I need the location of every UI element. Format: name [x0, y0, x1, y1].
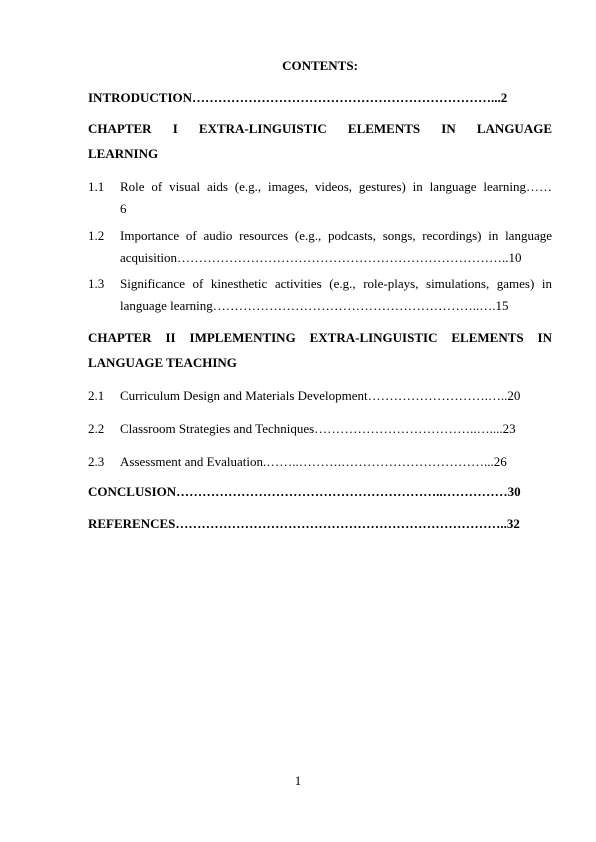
toc-introduction: INTRODUCTION……………………………………………………………...2 — [88, 90, 508, 105]
section-title: Classroom Strategies and Techniques………………………………..…....23 — [120, 421, 516, 436]
toc-section-2-3 — [88, 451, 552, 473]
toc-section-1-1 — [88, 176, 552, 220]
section-title-line2: language learning……………………………………………………..….15 — [120, 298, 509, 313]
section-title: Curriculum Design and Materials Development……………………….…..20 — [120, 388, 521, 403]
toc-chapter1-line1: CHAPTER I EXTRA-LINGUISTIC ELEMENTS IN LANGUAGE — [88, 121, 552, 136]
section-title-line1: Importance of audio resources (e.g., podcasts, songs, recordings) in language — [120, 228, 552, 243]
section-number: 2.2 — [88, 421, 105, 436]
section-title: Assessment and Evaluation.……..……….……………………………...26 — [120, 454, 507, 469]
page-number: 1 — [294, 773, 302, 788]
section-title-line2: acquisition…………………………………………………………………..10 — [120, 250, 522, 265]
toc-section-2-2 — [88, 418, 552, 440]
section-title-line1: Significance of kinesthetic activities (e.g., role-plays, simulations, games) in — [120, 276, 552, 291]
toc-conclusion: CONCLUSION……………………………………………………..……………30 — [88, 484, 521, 499]
section-number: 1.1 — [88, 179, 105, 194]
toc-section-2-1 — [88, 385, 552, 407]
toc-section-1-2 — [88, 225, 552, 269]
section-number: 1.2 — [88, 228, 105, 243]
toc-chapter2-line1: CHAPTER II IMPLEMENTING EXTRA-LINGUISTIC ELEMENTS IN — [88, 330, 552, 345]
section-title-line2: 6 — [120, 201, 127, 216]
toc-references: REFERENCES…………………………………………………………………..32 — [88, 516, 520, 531]
section-title-line1: Role of visual aids (e.g., images, videos, gestures) in language learning…… — [120, 179, 552, 194]
toc-section-1-3 — [88, 273, 552, 317]
toc-title: CONTENTS: — [282, 58, 358, 73]
section-number: 2.1 — [88, 388, 105, 403]
section-number: 1.3 — [88, 276, 105, 291]
toc-chapter1-line2: LEARNING — [88, 146, 159, 161]
toc-chapter2-line2: LANGUAGE TEACHING — [88, 355, 237, 370]
section-number: 2.3 — [88, 454, 105, 469]
